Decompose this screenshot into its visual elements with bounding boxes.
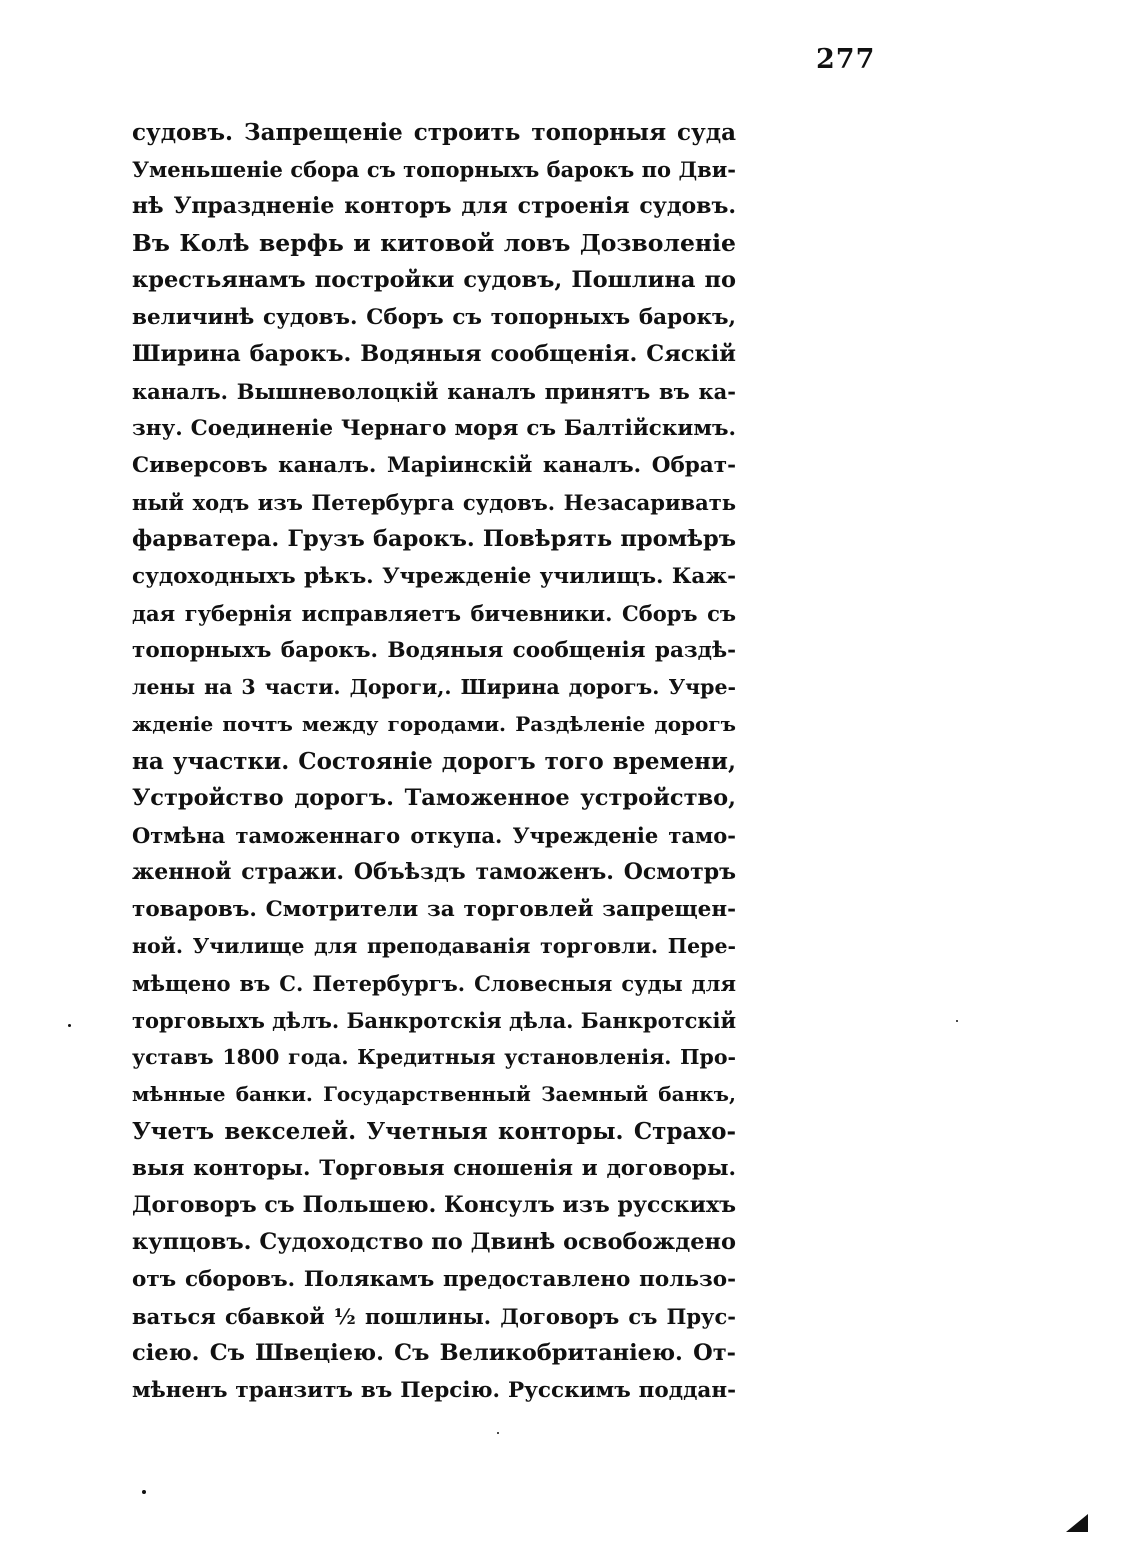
text-line: каналъ. Вышневолоцкій каналъ принятъ въ ка- bbox=[132, 379, 736, 404]
text-line: Въ Колѣ верфь и китовой ловъ Дозволеніе bbox=[132, 229, 736, 257]
text-line: Сиверсовъ каналъ. Маріинскій каналъ. Обрат- bbox=[132, 453, 736, 478]
text-line: судоходныхъ рѣкъ. Учрежденіе училищъ. Каж- bbox=[132, 564, 736, 589]
text-line: женной стражи. Объѣздъ таможенъ. Осмотръ bbox=[132, 859, 736, 885]
scan-speck bbox=[956, 1020, 958, 1022]
scan-corner-mark bbox=[1066, 1514, 1088, 1532]
text-line: мѣненъ транзитъ въ Персію. Русскимъ поддан- bbox=[132, 1378, 736, 1403]
text-line: сіею. Съ Швеціею. Съ Великобританіею. От- bbox=[132, 1340, 736, 1366]
text-line: мѣнные банки. Государственный Заемный банкъ, bbox=[132, 1082, 736, 1106]
text-line: Ширина барокъ. Водяныя сообщенія. Сяскій bbox=[132, 341, 736, 367]
text-line: дая губернія исправляетъ бичевники. Сборъ съ bbox=[132, 601, 736, 626]
text-line: величинѣ судовъ. Сборъ съ топорныхъ барокъ, bbox=[132, 305, 736, 330]
text-line: Договоръ съ Польшею. Консулъ изъ русскихъ bbox=[132, 1192, 736, 1218]
text-line: лены на 3 части. Дороги,. Ширина дорогъ. Учре- bbox=[132, 675, 736, 699]
text-line: фарватера. Грузъ барокъ. Повѣрять промѣръ bbox=[132, 526, 736, 552]
text-line: Уменьшеніе сбора съ топорныхъ барокъ по Дви- bbox=[132, 157, 736, 182]
text-line: отъ сборовъ. Полякамъ предоставлено пользо- bbox=[132, 1267, 736, 1292]
text-line: судовъ. Запрещеніе строить топорныя суда bbox=[132, 119, 736, 146]
text-line: торговыхъ дѣлъ. Банкротскія дѣла. Банкротскій bbox=[132, 1008, 736, 1033]
text-line: ваться сбавкой ½ пошлины. Договоръ съ Прус- bbox=[132, 1304, 736, 1329]
text-line: ный ходъ изъ Петербурга судовъ. Незасаривать bbox=[132, 490, 736, 515]
text-line: на участки. Состояніе дорогъ того времени, bbox=[132, 748, 736, 775]
text-block bbox=[132, 114, 736, 1409]
text-line: купцовъ. Судоходство по Двинѣ освобождено bbox=[132, 1229, 736, 1255]
page-number: 277 bbox=[816, 44, 876, 75]
text-line: жденіе почтъ между городами. Раздѣленіе дорогъ bbox=[132, 712, 736, 736]
scan-speck bbox=[497, 1432, 499, 1434]
scan-speck bbox=[142, 1490, 146, 1494]
text-line: выя конторы. Торговыя сношенія и договоры. bbox=[132, 1156, 736, 1181]
text-line: ной. Училище для преподаванія торговли. Пере- bbox=[132, 934, 736, 958]
text-line: топорныхъ барокъ. Водяныя сообщенія раздѣ- bbox=[132, 638, 736, 663]
text-line: зну. Соединеніе Чернаго моря съ Балтійскимъ. bbox=[132, 416, 736, 441]
text-line: Учетъ векселей. Учетныя конторы. Страхо- bbox=[132, 1118, 736, 1145]
text-line: уставъ 1800 года. Кредитныя установленія. Про- bbox=[132, 1045, 736, 1069]
text-line: Устройство дорогъ. Таможенное устройство, bbox=[132, 785, 736, 811]
scan-speck bbox=[68, 1024, 71, 1027]
text-line: мѣщено въ С. Петербургъ. Словесныя суды для bbox=[132, 971, 736, 996]
text-line: нѣ Упраздненіе конторъ для строенія судовъ. bbox=[132, 193, 736, 219]
text-line: Отмѣна таможеннаго откупа. Учрежденіе тамо- bbox=[132, 823, 736, 848]
text-line: товаровъ. Смотрители за торговлей запрещен- bbox=[132, 897, 736, 922]
text-line: крестьянамъ постройки судовъ, Пошлина по bbox=[132, 267, 736, 293]
